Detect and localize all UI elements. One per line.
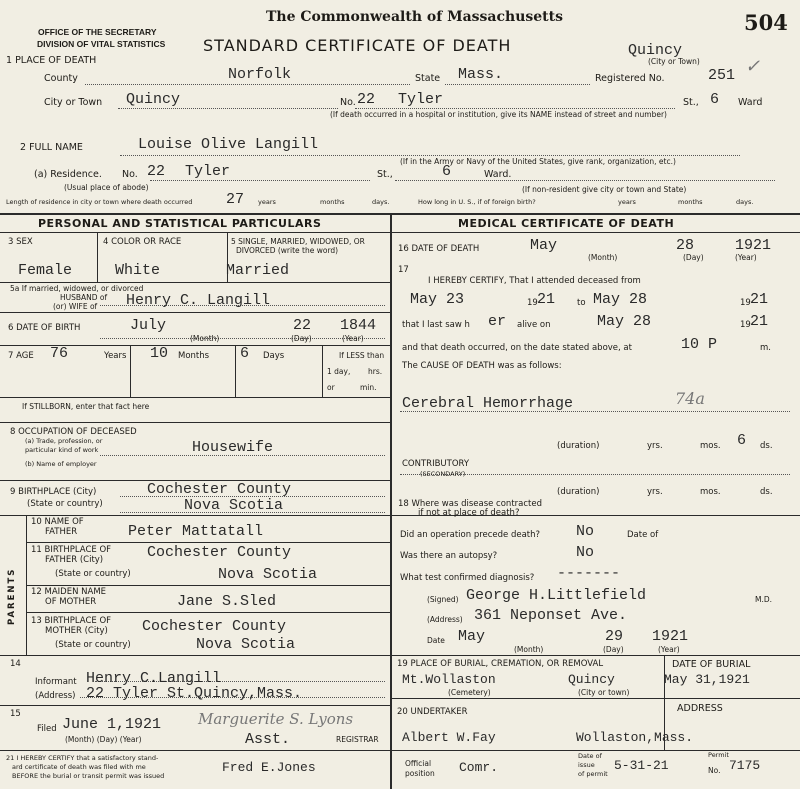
us-label: How long in U. S., if of foreign birth?	[418, 198, 536, 206]
occurred-label: and that death occurred, on the date stated above, at	[402, 343, 632, 353]
time-m: m.	[760, 343, 771, 353]
permit-label-1: Permit	[708, 751, 729, 759]
county-label: County	[44, 73, 78, 84]
occupation-label: 8 OCCUPATION OF DECEASED	[10, 427, 137, 437]
if-less-min: min.	[360, 383, 377, 392]
street-no-value: 22	[357, 91, 376, 108]
months-label: months	[320, 198, 345, 206]
years-label: years	[258, 198, 276, 206]
contributory-ds-label: ds.	[760, 487, 773, 497]
death-day-caption: (Day)	[683, 253, 704, 262]
grid-line	[0, 312, 390, 313]
mother-bp-label-1: 13 BIRTHPLACE OF	[31, 616, 112, 626]
fill-line	[120, 155, 740, 156]
street-value: Tyler	[398, 91, 444, 108]
duration-label: (duration)	[557, 441, 600, 451]
death-year-value: 1921	[735, 237, 772, 254]
secondary-label: (SECONDARY)	[420, 470, 466, 478]
attended-to-year: 21	[750, 291, 769, 308]
if-less-hrs: hrs.	[368, 367, 383, 376]
issue-date-value: 5-31-21	[614, 758, 669, 773]
age-days-value: 6	[240, 345, 250, 362]
father-bp-label-1: 11 BIRTHPLACE OF	[31, 545, 112, 555]
position-value: Comr.	[459, 760, 499, 775]
stillborn-label: If STILLBORN, enter that fact here	[22, 402, 150, 411]
grid-line	[0, 515, 390, 516]
death-month-value: May	[530, 237, 558, 254]
fill-line	[445, 84, 590, 85]
alive-on-label: alive on	[517, 320, 551, 330]
cause-label: The CAUSE OF DEATH was as follows:	[402, 361, 562, 371]
birthplace-city-value: Cochester County	[147, 481, 292, 498]
marital-label-2: DIVORCED (write the word)	[236, 246, 339, 255]
last-saw-date: May 28	[597, 313, 652, 330]
mother-bp-state-value: Nova Scotia	[196, 636, 296, 653]
full-name-label: 2 FULL NAME	[20, 142, 83, 153]
grid-line	[26, 542, 390, 543]
residence-label: (a) Residence.	[34, 169, 102, 180]
section-17-label: 17	[398, 265, 409, 275]
test-value: -------	[557, 565, 621, 582]
father-bp-city-value: Cochester County	[147, 544, 292, 561]
fill-line	[395, 180, 775, 181]
signed-label: (Signed)	[427, 595, 459, 604]
spouse-value: Henry C. Langill	[126, 292, 271, 309]
father-bp-state-value: Nova Scotia	[218, 566, 318, 583]
center-divider	[390, 213, 392, 789]
to-label: to	[577, 298, 586, 308]
birthplace-state-value: Nova Scotia	[184, 497, 284, 514]
physician-address-label: (Address)	[427, 615, 463, 624]
duration-yrs-label: yrs.	[647, 441, 663, 451]
if-less-day: 1 day,	[327, 367, 351, 376]
informant-address-label: (Address)	[35, 691, 76, 701]
medical-heading: MEDICAL CERTIFICATE OF DEATH	[458, 217, 675, 230]
burial-city-value: Quincy	[568, 672, 615, 687]
mother-bp-state-label: (State or country)	[55, 640, 131, 650]
grid-line	[97, 232, 98, 282]
attended-from-year: 21	[537, 291, 556, 308]
signed-day-caption: (Day)	[603, 645, 624, 654]
grid-line	[0, 422, 390, 423]
grid-line	[130, 345, 131, 397]
occupation-sub-a: (a) Trade, profession, or	[25, 437, 103, 445]
signed-day-value: 29	[605, 628, 624, 645]
length-years-value: 27	[226, 191, 245, 208]
attended-to-year-prefix: 19	[740, 298, 751, 308]
grid-line	[26, 585, 390, 586]
duration-ds-label: ds.	[760, 441, 773, 451]
mother-label-1: 12 MAIDEN NAME	[31, 587, 107, 597]
certificate-title: STANDARD CERTIFICATE OF DEATH	[203, 36, 512, 55]
mother-label-2: OF MOTHER	[45, 597, 97, 607]
physician-signature: George H.Littlefield	[466, 587, 647, 604]
burial-city-caption: (City or town)	[578, 688, 630, 697]
dob-day-value: 22	[293, 317, 312, 334]
grid-line	[235, 345, 236, 397]
informant-label: Informant	[35, 677, 77, 687]
registered-no: 251	[708, 67, 736, 84]
age-months-label: Months	[178, 351, 210, 361]
signed-year-value: 1921	[652, 628, 689, 645]
marital-label-1: 5 SINGLE, MARRIED, WIDOWED, OR	[231, 237, 365, 246]
residence-ward-value: 6	[442, 163, 452, 180]
grid-line	[0, 655, 800, 656]
page-number: 504	[744, 10, 788, 35]
position-label-1: Official	[405, 759, 432, 768]
if-less-or: or	[327, 383, 335, 392]
burial-date-label: DATE OF BURIAL	[672, 659, 751, 670]
signed-month-caption: (Month)	[514, 645, 544, 654]
spouse-label-1: 5a If married, widowed, or divorced	[10, 284, 144, 293]
place-of-death-label: 1 PLACE OF DEATH	[6, 55, 97, 66]
sex-value: Female	[18, 262, 73, 279]
certify-text: I HEREBY CERTIFY, That I attended deceased from	[428, 276, 641, 286]
parents-label: PARENTS	[7, 567, 17, 625]
informant-value: Henry C.Langill	[86, 670, 222, 687]
official-value: Fred E.Jones	[222, 760, 316, 775]
section-21-line-2: ard certificate of death was filed with me	[12, 763, 146, 771]
attended-to-value: May 28	[593, 291, 648, 308]
death-day-value: 28	[676, 237, 695, 254]
father-value: Peter Mattatall	[128, 523, 264, 540]
city-value: Quincy	[126, 91, 181, 108]
sex-label: 3 SEX	[8, 237, 33, 247]
us-days-label: days.	[736, 198, 754, 206]
registrar-signature: Marguerite S. Lyons	[198, 710, 354, 728]
physician-address-value: 361 Neponset Ave.	[474, 607, 628, 624]
md-label: M.D.	[755, 595, 773, 604]
mother-bp-label-2: MOTHER (City)	[45, 626, 108, 636]
hospital-note: (If death occurred in a hospital or institution, give its NAME instead of street and number)	[330, 110, 667, 119]
filed-section-no: 15	[10, 709, 21, 719]
birthplace-label: 9 BIRTHPLACE (City)	[10, 487, 97, 497]
nonresident-note: (If non-resident give city or town and State)	[522, 185, 687, 194]
us-months-label: months	[678, 198, 703, 206]
grid-line	[0, 397, 390, 398]
section-18-label-1: 18 Where was disease contracted	[398, 499, 542, 509]
attended-from-year-prefix: 19	[527, 298, 538, 308]
duration-mos-label: mos.	[700, 441, 721, 451]
fill-line	[150, 180, 370, 181]
residence-ward-label: Ward.	[484, 169, 512, 180]
contributory-duration-label: (duration)	[557, 487, 600, 497]
dob-label: 6 DATE OF BIRTH	[8, 323, 81, 333]
mother-value: Jane S.Sled	[177, 593, 277, 610]
state-label: State	[415, 73, 441, 84]
cemetery-caption: (Cemetery)	[448, 688, 491, 697]
registrar-label: REGISTRAR	[336, 735, 379, 744]
father-bp-label-2: FATHER (City)	[45, 555, 104, 565]
grid-line	[390, 698, 800, 699]
dob-year-value: 1844	[340, 317, 377, 334]
time-value: 10 P	[681, 336, 718, 353]
death-date-label: 16 DATE OF DEATH	[398, 244, 480, 254]
ward-value: 6	[710, 91, 720, 108]
registered-label: Registered No.	[595, 73, 665, 84]
division-line: DIVISION OF VITAL STATISTICS	[37, 39, 166, 49]
st-label: St.,	[683, 97, 699, 108]
undertaker-value: Albert W.Fay	[402, 730, 496, 745]
section-21-line-1: 21 I HEREBY CERTIFY that a satisfactory stand-	[6, 754, 159, 762]
usual-place-caption: (Usual place of abode)	[64, 183, 149, 192]
residence-no-value: 22	[147, 163, 166, 180]
issue-label-3: of permit	[578, 770, 608, 778]
undertaker-label: 20 UNDERTAKER	[397, 707, 468, 717]
father-bp-state-label: (State or country)	[55, 569, 131, 579]
section-18-label-2: if not at place of death?	[418, 508, 520, 518]
marital-value: Married	[226, 262, 290, 279]
personal-heading: PERSONAL AND STATISTICAL PARTICULARS	[38, 217, 322, 230]
fill-line	[118, 108, 338, 109]
dob-day-caption: (Day)	[291, 334, 312, 343]
informant-address-value: 22 Tyler St.Quincy,Mass.	[86, 685, 303, 702]
birthplace-state-label: (State or country)	[27, 499, 103, 509]
us-years-label: years	[618, 198, 636, 206]
undertaker-address-label: ADDRESS	[677, 703, 723, 714]
filed-label: Filed	[37, 724, 57, 734]
section-21-line-3: BEFORE the burial or transit permit was issued	[12, 772, 165, 780]
age-label: 7 AGE	[8, 351, 34, 361]
cause-value: Cerebral Hemorrhage	[402, 395, 574, 412]
state-value: Mass.	[458, 66, 504, 83]
if-less-label: If LESS than	[339, 351, 385, 360]
employer-label: (b) Name of employer	[25, 460, 97, 468]
age-days-label: Days	[263, 351, 285, 361]
dob-year-caption: (Year)	[342, 334, 364, 343]
filed-date-value: June 1,1921	[62, 716, 162, 733]
city-label: City or Town	[44, 97, 103, 108]
informant-section-no: 14	[10, 659, 21, 669]
autopsy-value: No	[576, 544, 595, 561]
office-line: OFFICE OF THE SECRETARY	[38, 27, 157, 37]
dob-month-caption: (Month)	[190, 334, 220, 343]
full-name-value: Louise Olive Langill	[138, 136, 319, 153]
signed-month-value: May	[458, 628, 486, 645]
operation-label: Did an operation precede death?	[400, 530, 541, 540]
grid-line	[0, 750, 800, 751]
spouse-label-3: (or) WIFE of	[53, 302, 98, 311]
filed-caption: (Month) (Day) (Year)	[65, 735, 142, 744]
section-divider	[0, 213, 800, 215]
ward-label: Ward	[738, 97, 763, 108]
age-years-label: Years	[104, 351, 127, 361]
permit-no-value: 7175	[729, 758, 761, 773]
permit-label-2: No.	[708, 766, 721, 775]
attended-from-value: May 23	[410, 291, 465, 308]
position-label-2: position	[405, 769, 435, 778]
test-label: What test confirmed diagnosis?	[400, 573, 535, 583]
autopsy-label: Was there an autopsy?	[400, 551, 498, 561]
age-months-value: 10	[150, 345, 169, 362]
death-month-caption: (Month)	[588, 253, 618, 262]
residence-street-value: Tyler	[185, 163, 231, 180]
issue-label-1: Date of	[578, 752, 602, 760]
grid-line	[26, 612, 390, 613]
occupation-value: Housewife	[192, 439, 274, 456]
spouse-label-2: HUSBAND of	[60, 293, 108, 302]
color-label: 4 COLOR OR RACE	[103, 237, 182, 247]
grid-line	[322, 345, 323, 397]
undertaker-address-value: Wollaston,Mass.	[576, 730, 694, 745]
date-of-label: Date of	[627, 530, 659, 540]
fill-line	[85, 84, 410, 85]
length-label: Length of residence in city or town where death occurred	[6, 198, 193, 206]
grid-line	[0, 282, 390, 283]
fill-line	[355, 108, 675, 109]
signed-year-caption: (Year)	[658, 645, 680, 654]
burial-date-value: May 31,1921	[664, 672, 750, 687]
heading-underline	[0, 232, 800, 233]
no-label: No.	[340, 97, 356, 108]
county-value: Norfolk	[228, 66, 292, 83]
city-town-value: Quincy	[628, 42, 683, 59]
residence-no-label: No.	[122, 169, 138, 180]
days-label: days.	[372, 198, 390, 206]
residence-st-label: St.,	[377, 169, 393, 180]
city-town-caption: (City or Town)	[648, 57, 700, 66]
last-saw-label: that I last saw h	[402, 320, 470, 330]
last-saw-year: 21	[750, 313, 769, 330]
grid-line	[0, 705, 390, 706]
cause-code: 74a	[675, 389, 705, 408]
check-mark-icon: ✓	[745, 56, 761, 77]
army-note: (If in the Army or Navy of the United States, give rank, organization, etc.)	[400, 157, 676, 166]
duration-days-value: 6	[737, 432, 747, 449]
commonwealth-heading: The Commonwealth of Massachusetts	[266, 9, 563, 25]
last-saw-year-prefix: 19	[740, 320, 751, 330]
operation-value: No	[576, 523, 595, 540]
burial-place-label: 19 PLACE OF BURIAL, CREMATION, OR REMOVAL	[397, 659, 604, 669]
death-year-caption: (Year)	[735, 253, 757, 262]
signed-date-label: Date	[427, 636, 445, 645]
mother-bp-city-value: Cochester County	[142, 618, 287, 635]
father-label-2: FATHER	[45, 527, 78, 537]
issue-label-2: issue	[578, 761, 595, 769]
contributory-yrs-label: yrs.	[647, 487, 663, 497]
registrar-asst: Asst.	[245, 731, 291, 748]
last-saw-her: er	[488, 313, 507, 330]
age-years-value: 76	[50, 345, 69, 362]
color-value: White	[115, 262, 161, 279]
dob-month-value: July	[130, 317, 167, 334]
contributory-mos-label: mos.	[700, 487, 721, 497]
cemetery-value: Mt.Wollaston	[402, 672, 496, 687]
father-label-1: 10 NAME OF	[31, 517, 84, 527]
occupation-sub-b: particular kind of work	[25, 446, 99, 454]
contributory-label: CONTRIBUTORY	[402, 459, 470, 469]
